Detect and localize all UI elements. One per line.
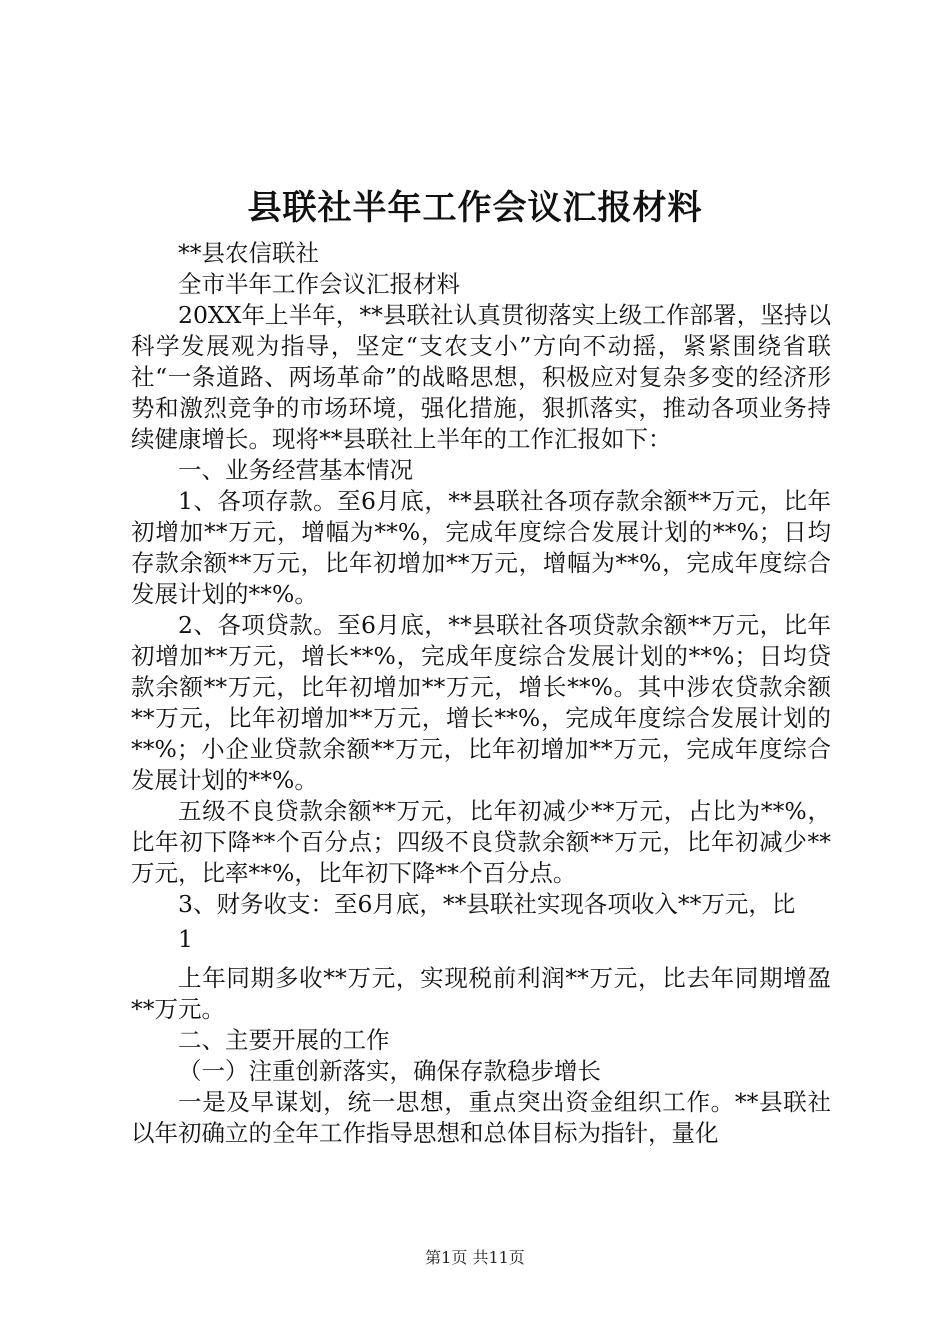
page-footer: 第1页 共11页 bbox=[425, 1248, 525, 1267]
paragraph: 二、主要开展的工作 bbox=[178, 1026, 390, 1054]
inline-page-marker: 1 bbox=[178, 925, 193, 953]
paragraph: 一是及早谋划，统一思想，重点突出资金组织工作。**县联社以年初确立的全年工作指导思想和总体目标为指针，量化 bbox=[131, 1088, 831, 1147]
paragraph: 一、业务经营基本情况 bbox=[178, 456, 413, 484]
paragraph: 1、各项存款。至6月底，**县联社各项存款余额**万元，比年初增加**万元，增幅为**%，完成年度综合发展计划的**%；日均存款余额**万元，比年初增加**万元，增幅为**%，完成年度综合发展计划的**%。 bbox=[131, 487, 831, 608]
paragraph: **县农信联社 bbox=[178, 239, 319, 267]
paragraph: 2、各项贷款。至6月底，**县联社各项贷款余额**万元，比年初增加**万元，增长**%，完成年度综合发展计划的**%；日均贷款余额**万元，比年初增加**万元，增长**%。其中涉农贷款余额**万元，比年初增加**万元，增长**%，完成年度综合发展计划的**%；小企业贷款余额**万元，比年初增加**万元，完成年度综合发展计划的**%。 bbox=[131, 611, 831, 794]
paragraph: （一）注重创新落实，确保存款稳步增长 bbox=[178, 1057, 601, 1085]
paragraph: 上年同期多收**万元，实现税前利润**万元，比去年同期增盈**万元。 bbox=[131, 964, 831, 1023]
document-body bbox=[131, 238, 831, 1149]
paragraph: 3、财务收支：至6月底，**县联社实现各项收入**万元，比 bbox=[178, 890, 796, 918]
paragraph: 全市半年工作会议汇报材料 bbox=[178, 270, 460, 298]
paragraph: 20XX年上半年，**县联社认真贯彻落实上级工作部署，坚持以科学发展观为指导，坚定“支农支小”方向不动摇，紧紧围绕省联社“一条道路、两场革命”的战略思想，积极应对复杂多变的经济形势和激烈竞争的市场环境，强化措施，狠抓落实，推动各项业务持续健康增长。现将**县联社上半年的工作汇报如下： bbox=[131, 301, 831, 453]
document-title: 县联社半年工作会议汇报材料 bbox=[247, 188, 703, 228]
paragraph: 五级不良贷款余额**万元，比年初减少**万元，占比为**%，比年初下降**个百分点；四级不良贷款余额**万元，比年初减少**万元，比率**%，比年初下降**个百分点。 bbox=[131, 797, 831, 887]
